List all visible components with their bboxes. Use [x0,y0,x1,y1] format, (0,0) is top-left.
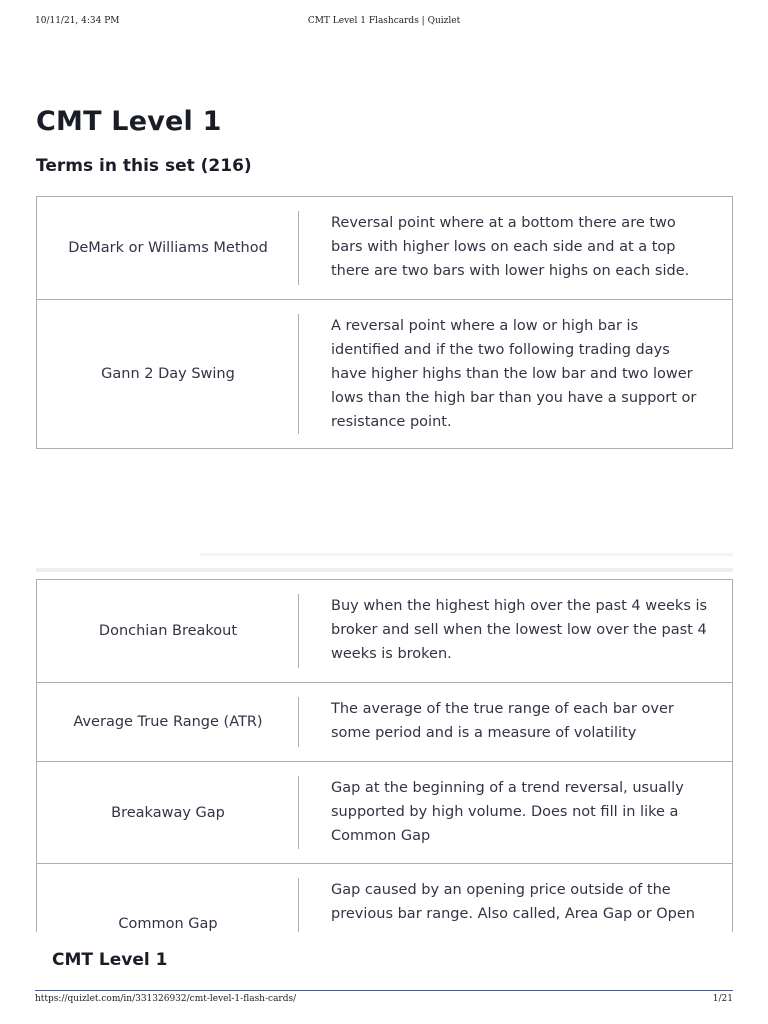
separator-shadow [36,568,733,572]
flashcard-row [37,762,732,864]
sticky-set-title: CMT Level 1 [52,950,168,970]
flashcard-term: Average True Range (ATR) [73,714,263,730]
flashcard-list-2 [36,579,733,939]
divider [298,594,299,668]
flashcard-row [37,580,732,683]
footer-rule [35,990,733,991]
flashcard-row [37,300,732,448]
flashcard-list-1 [36,196,733,449]
print-header [35,16,733,30]
print-datetime: 10/11/21, 4:34 PM [35,16,120,26]
flashcard-row [37,683,732,762]
terms-heading: Terms in this set (216) [36,156,252,176]
divider [298,211,299,285]
print-footer [35,994,733,1008]
flashcard-definition: Reversal point where at a bottom there are two bars with higher lows on each side and at a top there are two bars with lower highs on each side. [331,215,690,279]
flashcard-definition: Gap caused by an opening price outside of the previous bar range. Also called, Area Gap or Open [331,882,695,922]
divider [298,314,299,434]
print-doc-title: CMT Level 1 Flashcards | Quizlet [307,16,461,26]
flashcard-term: Common Gap [118,916,218,932]
flashcard-term: DeMark or Williams Method [68,240,268,256]
flashcard-definition: The average of the true range of each bar over some period and is a measure of volatility [331,701,674,741]
divider [298,776,299,849]
flashcard-term: Gann 2 Day Swing [101,366,235,382]
flashcard-term: Breakaway Gap [111,804,225,821]
flashcard-row [37,197,732,300]
flashcard-definition: Buy when the highest high over the past 4 weeks is broker and sell when the lowest low over the past 4 weeks is broken. [331,598,708,662]
separator [200,553,733,556]
flashcard-term: Donchian Breakout [98,623,238,639]
flashcard-definition: Gap at the beginning of a trend reversal, usually supported by high volume. Does not fill in like a Common Gap [331,780,684,844]
print-url: https://quizlet.com/in/331326932/cmt-level-1-flash-cards/ [35,994,297,1004]
set-title: CMT Level 1 [36,106,222,137]
page-number: 1/21 [712,994,733,1004]
flashcard-definition: A reversal point where a low or high bar is identified and if the two following trading days have higher highs than the low bar and two lower lows than the high bar than you have a support or resistance point. [331,318,697,430]
divider [298,697,299,747]
